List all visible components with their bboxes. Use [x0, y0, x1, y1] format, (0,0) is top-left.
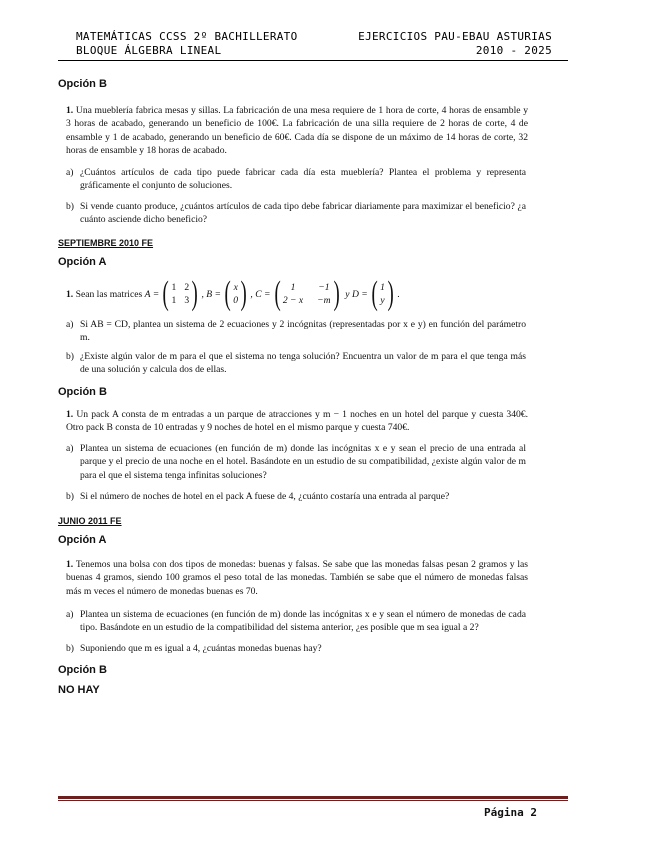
matrix-cell: x [233, 281, 238, 293]
question-text: Si el número de noches de hotel en el pack A fuese de 4, ¿cuánto costaría una entrada al parque? [80, 491, 450, 502]
problem-statement [66, 408, 528, 435]
problem-text: Una mueblería fabrica mesas y sillas. La fabricación de una mesa requiere de 1 hora de corte, 4 horas de ensamble y 3 horas de acabado, generando un beneficio de 100€. La fabricación de una silla requiere de 2 horas de corte, 4 de ensamble y 1 de acabado, generando un beneficio de 60€. Cada día se dispone de un máximo de 14 horas de corte, 32 horas de ensamble y 18 horas de acabado. [66, 105, 528, 156]
question-a [66, 442, 526, 482]
footer-rule-thin [58, 800, 568, 801]
question-b [66, 350, 526, 377]
header-subject: MATEMÁTICAS CCSS 2º BACHILLERATO [76, 30, 298, 43]
question-a [66, 166, 526, 193]
option-heading: Opción B [58, 664, 107, 676]
header-exercises: EJERCICIOS PAU-EBAU ASTURIAS [358, 30, 552, 43]
matrices-end: . [397, 288, 400, 300]
problem-number: 1. [66, 409, 74, 420]
question-label: b) [66, 351, 74, 362]
matrix-cell: 2 [184, 281, 190, 293]
problem-number: 1. [66, 105, 74, 116]
exam-session-heading: SEPTIEMBRE 2010 FE [58, 238, 154, 248]
matrix-cell: −1 [318, 281, 330, 293]
matrix-cell: 1 [171, 294, 177, 306]
question-label: a) [66, 167, 74, 178]
footer-rule [58, 796, 568, 799]
question-label: b) [66, 643, 74, 654]
question-text: Si AB = CD, plantea un sistema de 2 ecuaciones y 2 incógnitas (representadas por x e y) en función del parámetro m. [80, 319, 526, 344]
question-label: a) [66, 319, 74, 330]
option-heading: Opción B [58, 386, 107, 398]
matrix-a-name: A = [144, 288, 160, 300]
problem-text: Tenemos una bolsa con dos tipos de monedas: buenas y falsas. Se sabe que las monedas falsas pesan 2 gramos y las buenas 4 gramos, siendo 100 gramos el peso total de las monedas. También se sabe que el número de monedas falsas más m veces el número de monedas buenas es 70. [66, 559, 528, 597]
header-years: 2010 - 2025 [475, 44, 552, 57]
question-a [66, 608, 526, 635]
header-rule [58, 60, 568, 61]
matrix-cell: −m [317, 294, 331, 306]
exam-session-heading: JUNIO 2011 FE [58, 516, 122, 526]
question-label: a) [66, 443, 74, 454]
option-heading: Opción B [58, 78, 107, 90]
question-b [66, 490, 526, 503]
option-heading: Opción A [58, 534, 107, 546]
matrix-c: ( 1 −1 2 − x −m ) [274, 275, 340, 312]
question-a [66, 318, 526, 345]
matrices-line [66, 277, 400, 311]
matrix-a: ( 1 2 1 3 ) [162, 275, 198, 312]
matrices-intro: Sean las matrices [75, 288, 143, 300]
problem-statement [66, 104, 528, 157]
problem-text: Un pack A consta de m entradas a un parque de atracciones y m − 1 noches en un hotel del parque y cuesta 340€. Otro pack B consta de 10 entradas y 9 noches de hotel en el mismo parque y cuesta 740€. [66, 409, 528, 434]
matrix-c-name: , C = [250, 288, 271, 300]
option-heading: Opción A [58, 256, 107, 268]
problem-statement [66, 558, 528, 598]
question-label: b) [66, 491, 74, 502]
question-text: ¿Existe algún valor de m para el que el sistema no tenga solución? Encuentra un valor de m para el que tenga más de una solución y calcula dos de ellas. [80, 351, 526, 376]
question-text: Plantea un sistema de ecuaciones (en función de m) donde las incógnitas x e y sean el número de monedas de cada tipo. Basándote en un estudio de la compatibilidad del sistema anterior, ¿es posible que m sea igual a 2? [80, 609, 526, 634]
page-number: Página 2 [484, 806, 537, 819]
matrix-d-name: y D = [345, 288, 368, 300]
question-text: ¿Cuántos artículos de cada tipo puede fabricar cada día esta mueblería? Plantea el problema y representa gráficamente el conjunto de soluciones. [80, 167, 526, 192]
matrix-d: ( 1 y ) [371, 275, 394, 312]
matrix-cell: y [380, 294, 385, 306]
question-label: a) [66, 609, 74, 620]
problem-number: 1. [66, 559, 74, 570]
question-label: b) [66, 201, 74, 212]
matrix-cell: 3 [184, 294, 190, 306]
matrix-cell: 2 − x [282, 294, 304, 306]
header-block: BLOQUE ÁLGEBRA LINEAL [76, 44, 222, 57]
question-text: Si vende cuanto produce, ¿cuántos artículos de cada tipo debe fabricar diariamente para maximizar el beneficio? ¿a cuánto asciende dicho beneficio? [80, 201, 526, 226]
question-b [66, 642, 526, 655]
question-b [66, 200, 526, 227]
no-exercise-note: NO HAY [58, 684, 100, 696]
question-text: Suponiendo que m es igual a 4, ¿cuántas monedas buenas hay? [80, 643, 322, 654]
matrix-cell: 1 [171, 281, 177, 293]
matrix-b: ( x 0 ) [224, 275, 247, 312]
matrix-cell: 1 [290, 281, 296, 293]
problem-number: 1. [66, 288, 74, 300]
matrix-b-name: , B = [201, 288, 221, 300]
matrix-cell: 1 [380, 281, 385, 293]
matrix-cell: 0 [233, 294, 239, 306]
question-text: Plantea un sistema de ecuaciones (en función de m) donde las incógnitas x e y sean el precio de una entrada al parque y el precio de una noche en el hotel. Basándote en un estudio de su compatibilidad, ¿existe algún valor de m para el que el sistema tenga infinitas soluciones? [80, 443, 526, 481]
